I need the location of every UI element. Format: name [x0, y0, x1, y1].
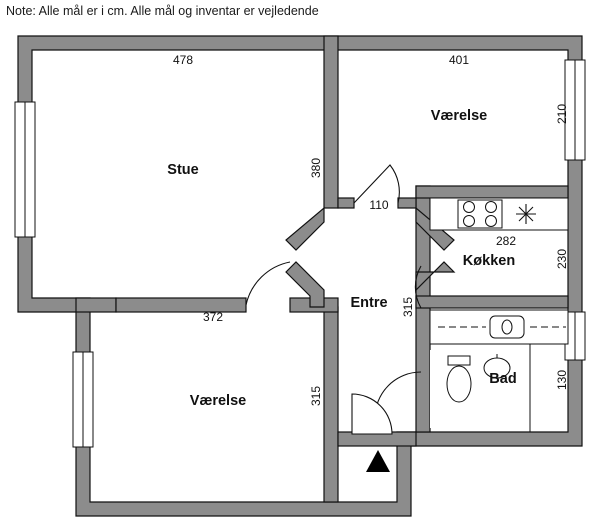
dimension-vaerelse2-depth: 315	[309, 385, 323, 407]
wall-internal-horizontal-2	[416, 296, 568, 308]
toilet	[447, 366, 471, 402]
dimension-entre-depth: 315	[401, 296, 415, 318]
room-label-vaerelse-1: Værelse	[430, 108, 488, 124]
floor-plan	[0, 22, 600, 525]
toilet-cistern	[448, 356, 470, 365]
wall-structure	[18, 36, 582, 516]
wall-entre-angled-top-left	[286, 208, 324, 250]
dimension-bad-depth: 130	[555, 369, 569, 391]
entrance-arrow	[366, 450, 390, 472]
room-label-entre: Entre	[350, 295, 388, 311]
wall-internal-vertical-2	[324, 307, 338, 502]
room-label-vaerelse-2: Værelse	[189, 393, 247, 409]
wall-internal-horizontal-1	[416, 186, 568, 198]
wall-internal-horizontal-3	[76, 298, 116, 312]
dimension-stue-depth: 380	[309, 157, 323, 179]
dimension-koekken-width: 282	[495, 234, 517, 248]
wall-stub-entre-top	[398, 198, 416, 208]
dimension-koekken-depth: 230	[555, 248, 569, 270]
room-label-bad: Bad	[489, 371, 517, 387]
floor-plan-svg	[0, 22, 600, 525]
room-label-koekken: Køkken	[462, 253, 516, 269]
door-vaerelse2	[246, 262, 290, 305]
dimension-vaerelse1-depth: 210	[555, 103, 569, 125]
wall-internal-horizontal-4	[116, 298, 246, 312]
note-text: Note: Alle mål er i cm. Alle mål og inventar er vejledende	[6, 4, 319, 18]
room-label-stue: Stue	[167, 162, 199, 178]
dimension-vaerelse1-width: 401	[448, 53, 470, 67]
fixture-kitchen	[430, 198, 568, 230]
kitchen-stove	[516, 204, 536, 224]
wall-stub-vaerelse1-door	[338, 198, 354, 208]
dimension-vaerelse2-width: 372	[202, 310, 224, 324]
dimension-stue-width: 478	[172, 53, 194, 67]
dimension-entre-top-width: 110	[369, 198, 389, 212]
wall-internal-vertical-1	[324, 36, 338, 208]
door-entrance	[352, 394, 392, 434]
